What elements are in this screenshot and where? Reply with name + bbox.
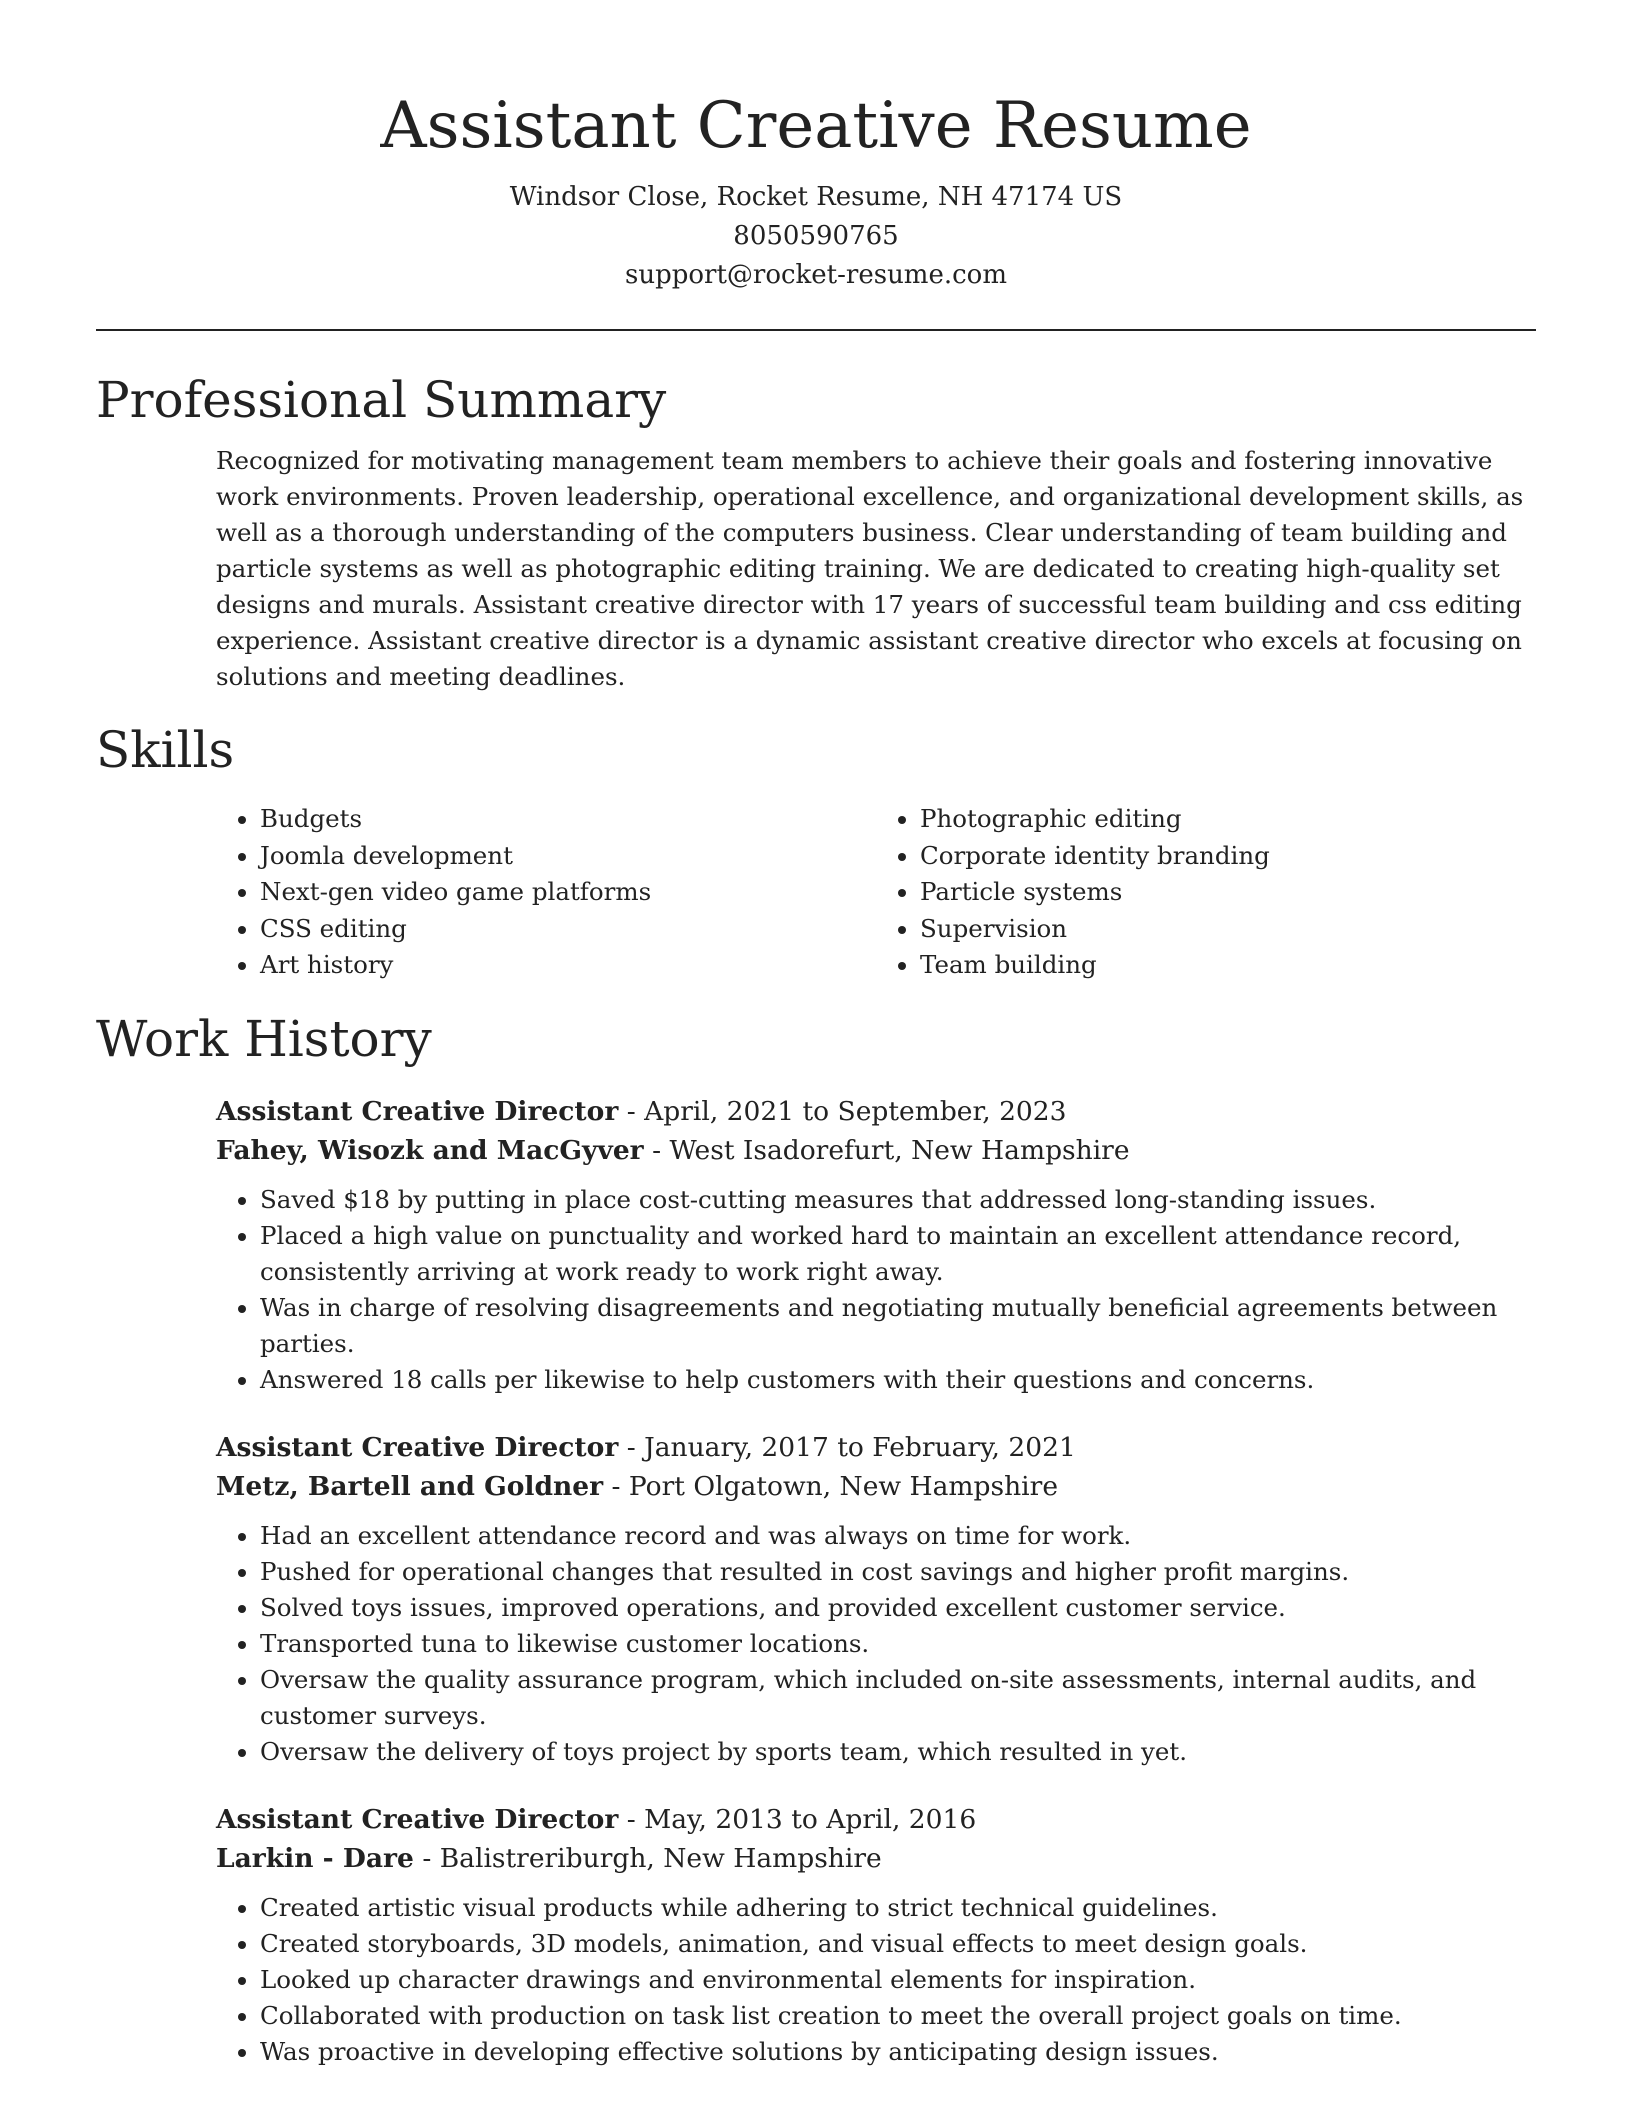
job-dates: - April, 2021 to September, 2023 [618, 1095, 1067, 1127]
skill-item: • Particle systems [920, 874, 1536, 911]
job-bullet: • Looked up character drawings and environmental elements for inspiration. [260, 1962, 1536, 1998]
job-title-line [216, 1428, 1536, 1467]
skills-list [216, 801, 1536, 984]
job-company: Larkin - Dare [216, 1842, 414, 1874]
job-entry [216, 1428, 1536, 1770]
skill-item: • Supervision [920, 911, 1536, 948]
job-bullet: • Created storyboards, 3D models, animation, and visual effects to meet design goals. [260, 1926, 1536, 1962]
header-divider [96, 329, 1536, 331]
skills-column-right [876, 801, 1536, 984]
summary-heading: Professional Summary [96, 371, 667, 429]
skill-item: • Budgets [260, 801, 876, 838]
job-dates: - January, 2017 to February, 2021 [618, 1431, 1076, 1463]
job-bullet: • Placed a high value on punctuality and worked hard to maintain an excellent attendance record, consistently arriving at work ready to work right away. [260, 1218, 1536, 1290]
job-bullet: • Answered 18 calls per likewise to help customers with their questions and concerns. [260, 1362, 1536, 1398]
skill-item: • Team building [920, 947, 1536, 984]
job-company-line [216, 1839, 1536, 1878]
skill-item: • Next-gen video game platforms [260, 874, 876, 911]
job-company-line [216, 1467, 1536, 1506]
job-bullet: • Had an excellent attendance record and was always on time for work. [260, 1518, 1536, 1554]
address: Windsor Close, Rocket Resume, NH 47174 US [509, 182, 1123, 212]
job-entry [216, 1092, 1536, 1398]
job-title-line [216, 1800, 1536, 1839]
summary-text: Recognized for motivating management team members to achieve their goals and fostering innovative work environments. Proven leadership, operational excellence, and organizational development skills, as well as a thorough understanding of the computers business. Clear understanding of team building and particle systems as well as photographic editing training. We are dedicated to creating high-quality set designs and murals. Assistant creative director with 17 years of successful team building and css editing experience. Assistant creative director is a dynamic assistant creative director who excels at focusing on solutions and meeting deadlines. [216, 446, 1524, 691]
job-title: Assistant Creative Director [216, 1803, 619, 1835]
job-company: Metz, Bartell and Goldner [216, 1470, 604, 1502]
job-bullet: • Saved $18 by putting in place cost-cutting measures that addressed long-standing issues. [260, 1182, 1536, 1218]
job-bullet: • Solved toys issues, improved operations, and provided excellent customer service. [260, 1590, 1536, 1626]
skill-item: • Art history [260, 947, 876, 984]
job-title: Assistant Creative Director [216, 1095, 619, 1127]
job-bullets [216, 1182, 1536, 1398]
skill-item: • Joomla development [260, 838, 876, 875]
job-bullet: • Collaborated with production on task list creation to meet the overall project goals on time. [260, 1998, 1536, 2034]
job-location: - Port Olgatown, New Hampshire [603, 1470, 1059, 1502]
skill-item: • Photographic editing [920, 801, 1536, 838]
job-location: - Balistreriburgh, New Hampshire [413, 1842, 882, 1874]
job-bullet: • Created artistic visual products while adhering to strict technical guidelines. [260, 1890, 1536, 1926]
skills-heading: Skills [96, 721, 235, 779]
skills-column-left [216, 801, 876, 984]
phone: 8050590765 [733, 221, 899, 251]
job-bullet: • Was proactive in developing effective solutions by anticipating design issues. [260, 2034, 1536, 2070]
job-location: - West Isadorefurt, New Hampshire [643, 1134, 1130, 1166]
resume-title: Assistant Creative Resume [380, 89, 1252, 163]
job-bullets [216, 1890, 1536, 2070]
job-bullet: • Oversaw the quality assurance program, which included on-site assessments, internal audits, and customer surveys. [260, 1662, 1536, 1734]
email: support@rocket-resume.com [624, 260, 1007, 290]
job-company-line [216, 1131, 1536, 1170]
job-bullets [216, 1518, 1536, 1770]
job-title: Assistant Creative Director [216, 1431, 619, 1463]
resume-header [96, 0, 1536, 295]
job-entry [216, 1800, 1536, 2070]
job-bullet: • Oversaw the delivery of toys project by sports team, which resulted in yet. [260, 1734, 1536, 1770]
skill-item: • CSS editing [260, 911, 876, 948]
job-bullet: • Pushed for operational changes that resulted in cost savings and higher profit margins. [260, 1554, 1536, 1590]
skill-item: • Corporate identity branding [920, 838, 1536, 875]
job-bullet: • Transported tuna to likewise customer locations. [260, 1626, 1536, 1662]
job-bullet: • Was in charge of resolving disagreements and negotiating mutually beneficial agreements between parties. [260, 1290, 1536, 1362]
work-history-heading: Work History [96, 1009, 432, 1068]
job-dates: - May, 2013 to April, 2016 [618, 1803, 977, 1835]
job-company: Fahey, Wisozk and MacGyver [216, 1134, 644, 1166]
contact-info [96, 178, 1536, 295]
job-title-line [216, 1092, 1536, 1131]
resume-page [96, 0, 1536, 2070]
